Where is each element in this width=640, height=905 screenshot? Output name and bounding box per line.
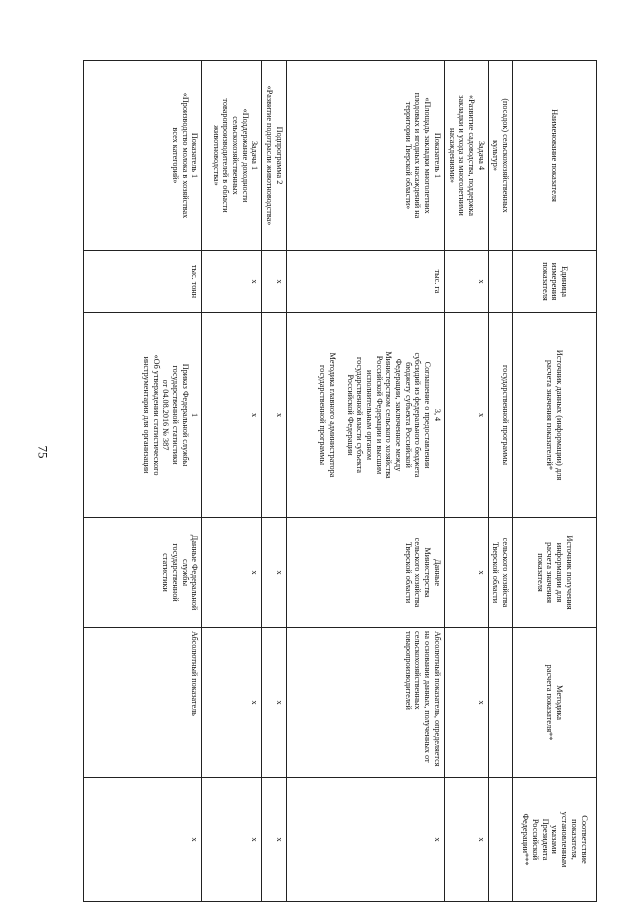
cell-method: х [444, 628, 488, 778]
cell-unit [488, 251, 512, 313]
cell-source-info: Данные Министерства сельского хозяйства Тверской области [286, 518, 444, 628]
cell-name: Задача 4 «Развитие садоводства, поддержка закладки и ухода за многолетними насаждениями» [444, 61, 488, 251]
cell-source-data: х [444, 313, 488, 518]
cell-source-data: х [262, 313, 286, 518]
cell-method: х [262, 628, 286, 778]
cell-source-data: 3, 4 Соглашение о предоставлении субсидий из федерального бюджета бюджету субъекта Российской Федерации, заключенное между Министерством сельского хозяйства Российской Федерации и высшим исполнительным органом государственной власти субъекта Российской Федерации Методика главного администратора государственной программы [286, 313, 444, 518]
cell-name: Показатель 1 «Производство молока в хозяйствах всех категорий» [84, 61, 202, 251]
header-compliance: Соответствие показателя, установленным указами Президента Российской Федерации*** [513, 778, 597, 902]
indicator-table-rotated [85, 60, 597, 901]
cell-compliance: х [202, 778, 262, 902]
cell-name: Задача 1 «Поддержание доходности сельскохозяйственных товаропроизводителей в области животноводства» [202, 61, 262, 251]
cell-source-data: государственной программы [488, 313, 512, 518]
cell-source-data: 1 Приказ Федеральной службы государственной статистики от 04.08.2016 № 387 «Об утверждении статистического инструментария для организации [84, 313, 202, 518]
table-row [488, 61, 512, 902]
page-number: 75 [35, 445, 51, 459]
indicator-table [83, 60, 597, 902]
table-header-row [513, 61, 597, 902]
cell-compliance: х [444, 778, 488, 902]
cell-source-info: сельского хозяйства Тверской области [488, 518, 512, 628]
header-method: Методика расчета показателя** [513, 628, 597, 778]
header-unit: Единица измерения показателя [513, 251, 597, 313]
table-row [444, 61, 488, 902]
header-source-info: Источник получения информации для расчета значения показателя [513, 518, 597, 628]
cell-source-data: х [202, 313, 262, 518]
cell-name: Показатель 1 «Площадь закладки многолетних плодовых и ягодных насаждений на территории Тверской области» [286, 61, 444, 251]
cell-method: Абсолютный показатель [84, 628, 202, 778]
cell-name: Подпрограмма 2 «Развитие подотрасли животноводства» [262, 61, 286, 251]
cell-compliance: х [262, 778, 286, 902]
cell-unit: х [202, 251, 262, 313]
cell-compliance: х [286, 778, 444, 902]
header-name: Наименование показателя [513, 61, 597, 251]
table-row [84, 61, 202, 902]
cell-name: (посадок) сельскохозяйственных культур» [488, 61, 512, 251]
cell-source-info: Данные Федеральной службы государственной статистики [84, 518, 202, 628]
cell-method: Абсолютный показатель, определяется на основании данных, полученных от сельскохозяйственных товаропроизводителей [286, 628, 444, 778]
cell-method: х [202, 628, 262, 778]
cell-compliance [488, 778, 512, 902]
cell-method [488, 628, 512, 778]
cell-source-info: х [202, 518, 262, 628]
cell-compliance: х [84, 778, 202, 902]
cell-unit: тыс. га [286, 251, 444, 313]
cell-source-info: х [444, 518, 488, 628]
cell-unit: тыс. тонн [84, 251, 202, 313]
cell-source-info: х [262, 518, 286, 628]
table-row [286, 61, 444, 902]
table-row [262, 61, 286, 902]
cell-unit: х [262, 251, 286, 313]
header-source-data: Источник данных (информации) для расчета значения показателей* [513, 313, 597, 518]
table-row [202, 61, 262, 902]
cell-unit: х [444, 251, 488, 313]
